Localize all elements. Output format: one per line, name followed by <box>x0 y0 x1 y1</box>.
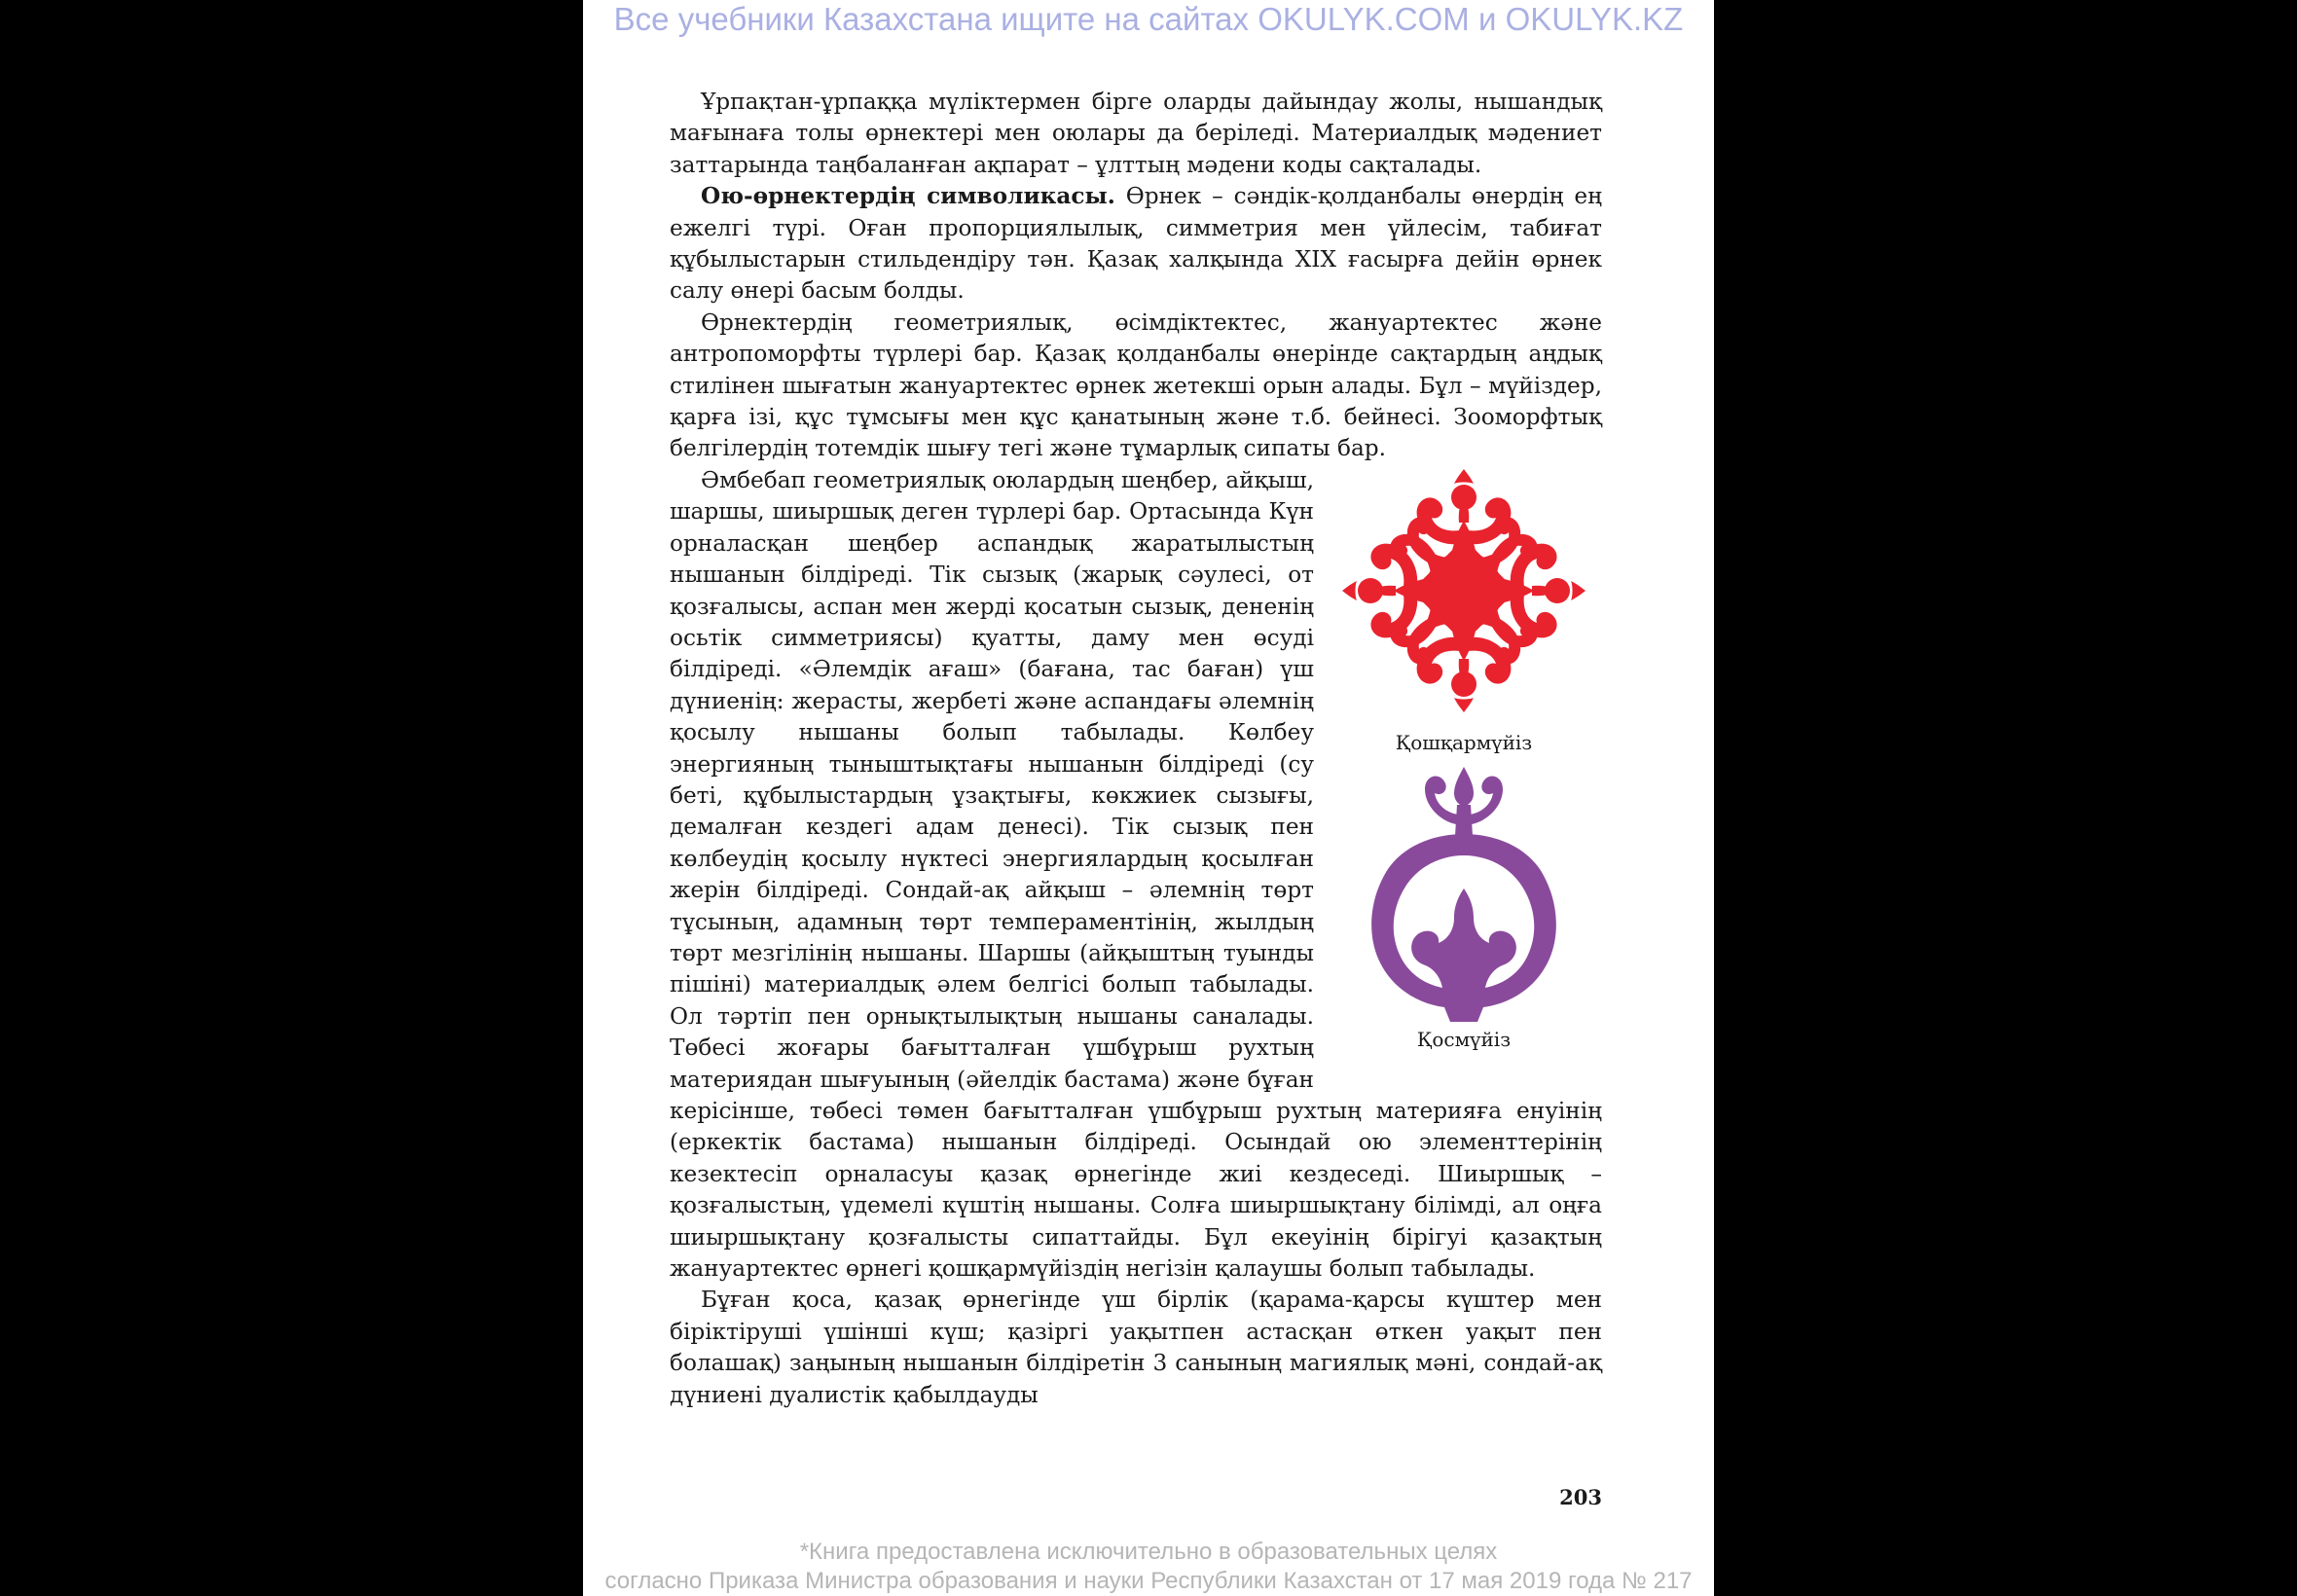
book-page <box>583 0 1714 1596</box>
page-number: 203 <box>1559 1485 1602 1509</box>
paragraph-2 <box>670 181 1602 308</box>
figure-caption-koshkar-muiz: Қошқармүйіз <box>1395 730 1533 754</box>
kos-muiz-shape <box>1371 767 1556 1022</box>
top-watermark: Все учебники Казахстана ищите на сайтах OKULYK.COM и OKULYK.KZ <box>613 1 1684 37</box>
paragraph-1: Ұрпақтан-ұрпаққа мүліктермен бірге оларды дайындау жолы, нышандық мағынаға толы өрнектері мен оюлары да беріледі. Материалдық мәдениет заттарында таңбаланған ақпарат – ұлттың мәдени коды сақталады. <box>670 89 1602 178</box>
paragraph-5: Бұған қоса, қазақ өрнегінде үш бірлік (қарама-қарсы күштер мен біріктіруші үшінші күш; қазіргі уақытпен астасқан өткен уақыт пен болашақ) заңының нышанын білдіретін 3 санының магиялық мәні, сондай-ақ дүниені дуалистік қабылдауды <box>670 1287 1602 1408</box>
figure-caption-kos-muiz: Қосмүйіз <box>1416 1027 1512 1051</box>
koshkar-muiz-shape <box>1342 469 1586 712</box>
section-heading: Ою-өрнектердің символикасы. <box>701 183 1115 210</box>
figure-kos-muiz <box>1326 767 1602 1022</box>
ornament-figures <box>1326 469 1602 1082</box>
bottom-watermark-line-2: согласно Приказа Министра образования и науки Республики Казахстан от 17 мая 2019 года № 217 <box>604 1568 1693 1594</box>
koshkar-muiz-ornament-icon <box>1342 469 1586 712</box>
figure-koshkar-muiz <box>1326 469 1602 712</box>
paragraph-4: Әмбебап геометриялық оюлардың шеңбер, айқыш, шаршы, шиыршық деген түрлері бар. Ортасында Күн орналасқан шеңбер аспандық жаратылыстың нышанын білдіреді. Тік сызық (жарық сәулесі, от қозғалысы, аспан мен жерді қосатын сызық, дененің осьтік симметриясы) қуатты, даму мен өсуді білдіреді. «Әлемдік ағаш» (бағана, тас баған) үш дүниенің: жерасты, жербеті және аспандағы әлемнің қосылу нышаны болып табылады. Көлбеу энергияның тыныштықтағы нышанын білдіреді (су беті, құбылыстардың ұзақтығы, көкжиек сызығы, демалған кездегі адам денесі). Тік сызық пен көлбеудің қосылу нүктесі энергиялардың қосылған жерін білдіреді. Сондай-ақ айқыш – әлемнің төрт тұсының, адамның төрт темпераментінің, жылдың төрт мезгілінің нышаны. Шаршы (айқыштың туынды пішіні) материалдық әлем белгісі болып табылады. Ол тәртіп пен орнықтылықтың нышаны саналады. Төбесі жоғары бағытталған үшбұрыш рухтың материядан шығуының (әйелдік бастама) және бұған керісінше, төбесі төмен бағытталған үшбұрыш рухтың материяға енуінің (еркектік бастама) нышанын білдіреді. Осындай ою элементтерінің кезектесіп орналасуы қазақ өрнегінде жиі кездеседі. Шиыршық – қозғалыстың, үдемелі күштің нышаны. Солға шиыршықтану білімді, ал оңға шиыршықтану қозғалысты сипаттайды. Бұл екеуінің бірігуі қазақтың жануартектес өрнегі қошқармүйіздің негізін қалаушы болып табылады. <box>670 466 1602 1283</box>
page-text <box>670 87 1602 1411</box>
paragraph-2-body: Өрнек – сәндік-қолданбалы өнердің ең ежелгі түрі. Оған пропорциялылық, симметрия мен үйлесім, табиғат құбылыстарын стильдендіру тән. Қазақ халқында XIX ғасырға дейін өрнек салу өнері басым болды. <box>670 183 1602 305</box>
kos-muiz-ornament-icon <box>1367 767 1561 1022</box>
bottom-watermark-line-1: *Книга предоставлена исключительно в образовательных целях <box>799 1539 1498 1565</box>
paragraph-3: Өрнектердің геометриялық, өсімдіктектес, жануартектес және антропоморфты түрлері бар. Қазақ қолданбалы өнерінде сақтардың аңдық стилінен шығатын жануартектес өрнек жетекші орын алады. Бұл – мүйіздер, қарға ізі, құс тұмсығы мен құс қанатының және т.б. бейнесі. Зооморфтық белгілердің тотемдік шығу тегі және тұмарлық сипаты бар. <box>670 308 1602 462</box>
